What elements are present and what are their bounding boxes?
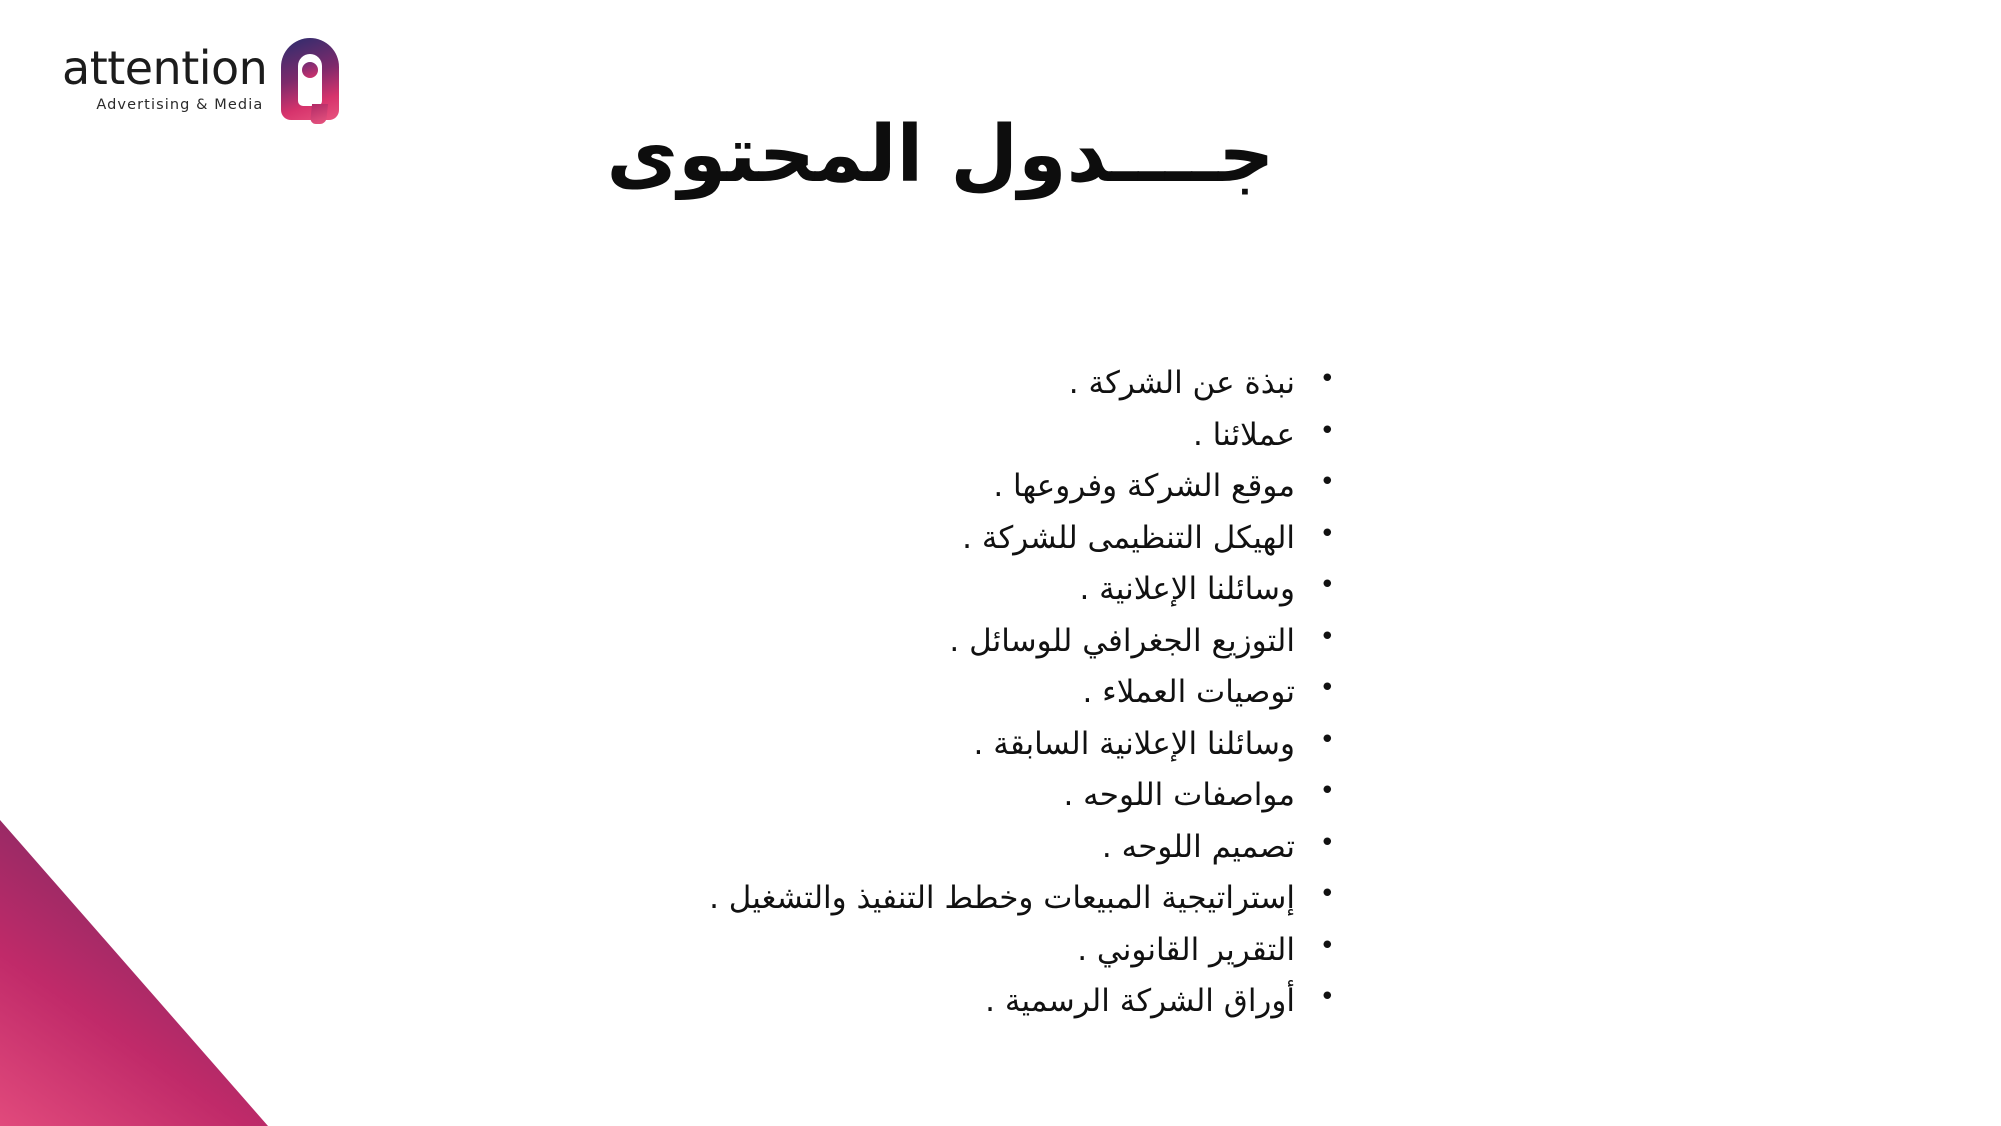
list-item: • توصيات العملاء .	[61, 677, 1341, 708]
brand-tagline: Advertising & Media	[96, 97, 264, 113]
list-item: • التقرير القانوني .	[61, 935, 1341, 966]
list-item: • نبذة عن الشركة .	[61, 368, 1341, 399]
list-item: • أوراق الشركة الرسمية .	[61, 986, 1341, 1017]
list-item: • وسائلنا الإعلانية .	[61, 574, 1341, 605]
page-title: جــــدول المحتوى	[606, 110, 1275, 200]
list-item: • الهيكل التنظيمى للشركة .	[61, 523, 1341, 554]
brand-wordmark	[62, 41, 268, 113]
brand-name: attention	[62, 41, 268, 95]
brand-logo	[62, 38, 339, 120]
list-item: • عملائنا .	[61, 420, 1341, 451]
list-item: • إستراتيجية المبيعات وخطط التنفيذ والتشغيل .	[61, 883, 1341, 914]
list-item: • موقع الشركة وفروعها .	[61, 471, 1341, 502]
table-of-contents	[61, 365, 1341, 1038]
list-item: • مواصفات اللوحه .	[61, 780, 1341, 811]
list-item: • تصميم اللوحه .	[61, 832, 1341, 863]
list-item: • التوزيع الجغرافي للوسائل .	[61, 626, 1341, 657]
list-item: • وسائلنا الإعلانية السابقة .	[61, 729, 1341, 760]
attention-logo-icon	[281, 38, 339, 120]
